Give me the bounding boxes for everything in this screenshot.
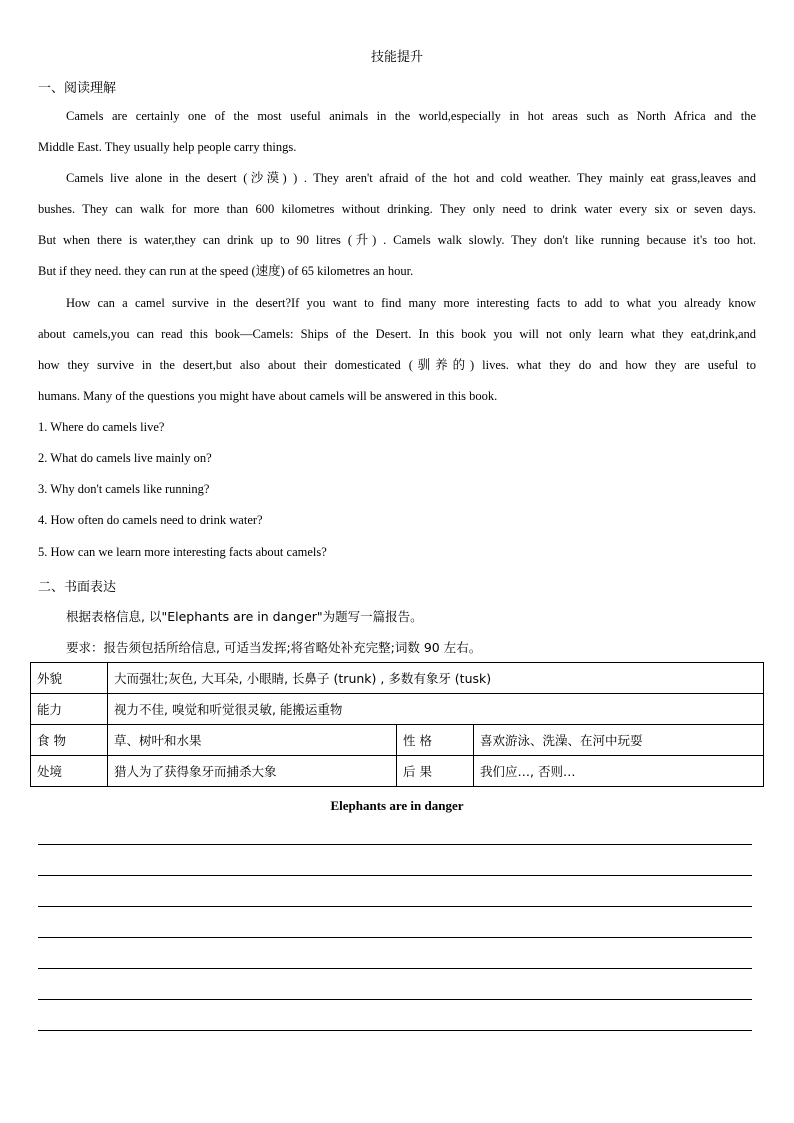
passage-line: But when there is water,they can drink up to 90 litres (升) . Camels walk slowly. They don't like running because it's too hot. (38, 233, 756, 247)
situation-label: 处境 (31, 756, 108, 787)
writing-line[interactable] (38, 844, 752, 845)
writing-instruction: 根据表格信息, 以"Elephants are in danger"为题写一篇报告。 (66, 609, 423, 624)
writing-line[interactable] (38, 968, 752, 969)
passage-line: Middle East. They usually help people carry things. (38, 140, 297, 154)
question-2: 2. What do camels live mainly on? (38, 451, 212, 465)
info-table (30, 662, 764, 787)
section1-heading: 一、阅读理解 (38, 81, 117, 96)
passage-paragraph-3 (38, 288, 756, 412)
writing-line[interactable] (38, 937, 752, 938)
question-1: 1. Where do camels live? (38, 420, 165, 434)
table-row (31, 663, 764, 694)
character-value: 喜欢游泳、洗澡、在河中玩耍 (474, 725, 764, 756)
table-row (31, 756, 764, 787)
passage-line: Camels live alone in the desert (沙漠) ) . They aren't afraid of the hot and cold weather. They mainly eat grass,leaves and (66, 171, 756, 185)
passage-line: about camels,you can read this book—Camels: Ships of the Desert. In this book you will not only learn what they eat,drink,and (38, 327, 756, 341)
situation-value: 猎人为了获得象牙而捕杀大象 (108, 756, 397, 787)
writing-line[interactable] (38, 1030, 752, 1031)
question-5: 5. How can we learn more interesting facts about camels? (38, 545, 327, 559)
ability-value: 视力不佳, 嗅觉和听觉很灵敏, 能搬运重物 (108, 694, 764, 725)
writing-line[interactable] (38, 875, 752, 876)
question-3: 3. Why don't camels like running? (38, 482, 210, 496)
character-label: 性 格 (397, 725, 474, 756)
passage-line: humans. Many of the questions you might have about camels will be answered in this book. (38, 389, 498, 403)
passage-line: But if they need. they can run at the speed (速度) of 65 kilometres an hour. (38, 264, 414, 278)
passage-line: How can a camel survive in the desert?If you want to find many more interesting facts to add to what you already know (66, 296, 756, 310)
ability-label: 能力 (31, 694, 108, 725)
passage-line: how they survive in the desert,but also about their domesticated (驯养的) lives. what they do and how they are useful to (38, 358, 756, 372)
table-row (31, 694, 764, 725)
food-label: 食 物 (31, 725, 108, 756)
result-value: 我们应…, 否则… (474, 756, 764, 787)
passage-paragraph-2 (38, 163, 756, 287)
table-row (31, 725, 764, 756)
writing-line[interactable] (38, 999, 752, 1000)
passage-paragraph-1 (38, 101, 756, 163)
result-label: 后 果 (397, 756, 474, 787)
food-value: 草、树叶和水果 (108, 725, 397, 756)
passage-line: bushes. They can walk for more than 600 kilometres without drinking. They only need to drink water every six or seven days. (38, 202, 756, 216)
question-4: 4. How often do camels need to drink water? (38, 513, 263, 527)
appearance-label: 外貌 (31, 663, 108, 694)
appearance-value: 大而强壮;灰色, 大耳朵, 小眼睛, 长鼻子 (trunk) , 多数有象牙 (tusk) (108, 663, 764, 694)
page-title: 技能提升 (370, 50, 423, 65)
section2-heading: 二、书面表达 (38, 580, 117, 595)
writing-line[interactable] (38, 906, 752, 907)
passage-line: Camels are certainly one of the most useful animals in the world,especially in hot areas such as North Africa and the (66, 109, 756, 123)
essay-title: Elephants are in danger (330, 798, 464, 813)
writing-requirement: 要求：报告须包括所给信息, 可适当发挥;将省略处补充完整;词数 90 左右。 (66, 640, 482, 655)
